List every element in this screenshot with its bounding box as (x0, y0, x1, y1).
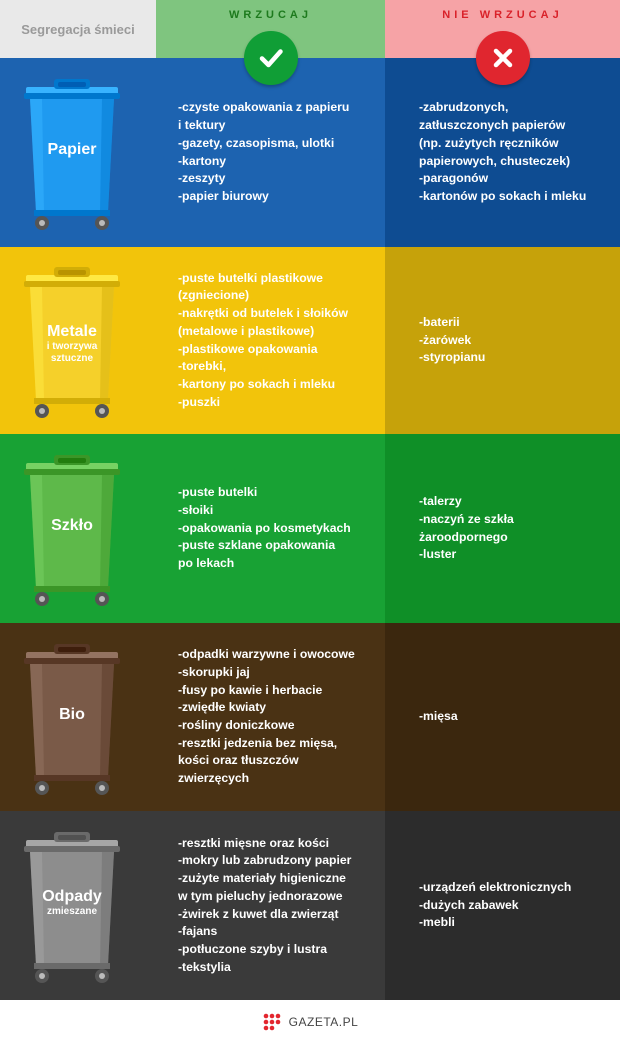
column-header-no (385, 0, 620, 58)
yes-list (178, 623, 381, 811)
header (0, 0, 620, 58)
bin-label (24, 888, 120, 918)
no-list (419, 623, 616, 811)
x-icon (476, 31, 530, 85)
list-item: -paragonów (419, 171, 489, 186)
yes-list (178, 811, 381, 1000)
list-item: -kartony (178, 153, 227, 168)
column-header-yes (156, 0, 385, 58)
yes-cell (156, 811, 385, 1000)
list-item: zwierzęcych (178, 771, 250, 786)
list-item: -zabrudzonych, (419, 100, 509, 115)
yes-label: WRZUCAJ (229, 9, 312, 21)
footer (0, 1000, 620, 1043)
yes-cell (156, 247, 385, 434)
list-item: żaroodpornego (419, 529, 508, 544)
list-item: (metalowe i plastikowe) (178, 323, 315, 338)
list-item: (np. zużytych ręczników (419, 135, 559, 150)
list-item: -puste butelki plastikowe (178, 270, 323, 285)
list-item: -odpadki warzywne i owocowe (178, 647, 355, 662)
list-item: -mokry lub zabrudzony papier (178, 853, 352, 868)
list-item: -puste szklane opakowania (178, 538, 336, 553)
list-item: -plastikowe opakowania (178, 341, 318, 356)
list-item: -baterii (419, 314, 460, 329)
bin-cell (0, 811, 156, 1000)
yes-list (178, 434, 381, 623)
list-item: papierowych, chusteczek) (419, 153, 571, 168)
row-szkło (0, 434, 620, 623)
list-item: -mięsa (419, 709, 458, 724)
no-list (419, 247, 616, 434)
list-item: -urządzeń elektronicznych (419, 879, 572, 894)
list-item: -dużych zabawek (419, 897, 519, 912)
bin-label (24, 323, 120, 365)
list-item: -styropianu (419, 350, 486, 365)
bin-name: Szkło (51, 517, 93, 534)
page-title: Segregacja śmieci (0, 0, 156, 58)
list-item: i tektury (178, 118, 226, 133)
list-item: -fajans (178, 924, 218, 939)
no-cell (385, 247, 620, 434)
no-list (419, 811, 616, 1000)
bin-name: Odpady (42, 888, 102, 905)
list-item: -opakowania po kosmetykach (178, 520, 351, 535)
list-item: -kartonów po sokach i mleku (419, 188, 587, 203)
list-item: -skorupki jaj (178, 664, 250, 679)
list-item: -żwirek z kuwet dla zwierząt (178, 906, 339, 921)
list-item: -rośliny doniczkowe (178, 718, 295, 732)
no-cell (385, 811, 620, 1000)
check-icon (244, 31, 298, 85)
trash-bin-icon (22, 77, 122, 237)
list-item: -puszki (178, 394, 220, 409)
no-list (419, 58, 616, 247)
list-item: -fusy po kawie i herbacie (178, 682, 323, 697)
trash-bin-icon (22, 642, 122, 802)
bin-subtitle: i tworzywa (46, 341, 98, 352)
list-item: w tym pieluchy jednorazowe (178, 888, 343, 903)
bin-label (24, 706, 120, 724)
list-item: -potłuczone szyby i lustra (178, 941, 327, 956)
list-item: -naczyń ze szkła (419, 511, 514, 526)
no-list (419, 434, 616, 623)
bin-cell (0, 247, 156, 434)
trash-bin-icon (22, 265, 122, 425)
list-item: -zwiędłe kwiaty (178, 700, 267, 715)
list-item: -tekstylia (178, 959, 231, 974)
no-cell (385, 434, 620, 623)
bin-cell (0, 623, 156, 811)
list-item: po lekach (178, 556, 235, 571)
list-item: -zużyte materiały higieniczne (178, 871, 346, 886)
list-item: -luster (419, 547, 457, 562)
list-item: -torebki, (178, 359, 227, 374)
list-item: kości oraz tłuszczów (178, 753, 299, 768)
bin-name: Bio (59, 706, 85, 723)
bin-label (24, 141, 120, 159)
list-item: (zgniecione) (178, 288, 250, 303)
yes-cell (156, 434, 385, 623)
row-bio (0, 623, 620, 811)
bin-cell (0, 434, 156, 623)
list-item: -resztki jedzenia bez mięsa, (178, 735, 338, 750)
list-item: -gazety, czasopisma, ulotki (178, 135, 335, 150)
list-item: -zeszyty (178, 171, 226, 186)
bin-name: Papier (47, 141, 97, 158)
yes-cell (156, 623, 385, 811)
row-papier (0, 58, 620, 247)
bin-cell (0, 58, 156, 247)
yes-list (178, 247, 381, 434)
list-item: -słoiki (178, 502, 214, 517)
list-item: -resztki mięsne oraz kości (178, 835, 330, 850)
brand-name: GAZETA.PL (288, 1014, 359, 1029)
list-item: -kartony po sokach i mleku (178, 376, 336, 391)
yes-list (178, 58, 381, 247)
trash-bin-icon (22, 830, 122, 990)
yes-cell (156, 58, 385, 247)
bin-name: Metale (47, 323, 97, 340)
gazeta-dots-icon (262, 1012, 282, 1032)
list-item: -papier biurowy (178, 188, 269, 203)
list-item: -żarówek (419, 332, 472, 347)
list-item: -puste butelki (178, 485, 258, 500)
list-item: -nakrętki od butelek i słoików (178, 306, 348, 321)
list-item: -talerzy (419, 494, 462, 509)
no-label: NIE WRZUCAJ (442, 9, 563, 21)
row-metale (0, 247, 620, 434)
list-item: -mebli (419, 915, 455, 930)
bin-label (24, 517, 120, 535)
row-odpady (0, 811, 620, 1000)
trash-bin-icon (22, 453, 122, 613)
no-cell (385, 623, 620, 811)
list-item: -czyste opakowania z papieru (178, 100, 350, 115)
no-cell (385, 58, 620, 247)
list-item: zatłuszczonych papierów (419, 118, 566, 133)
bin-subtitle: sztuczne (50, 353, 94, 364)
bin-subtitle: zmieszane (46, 906, 98, 917)
